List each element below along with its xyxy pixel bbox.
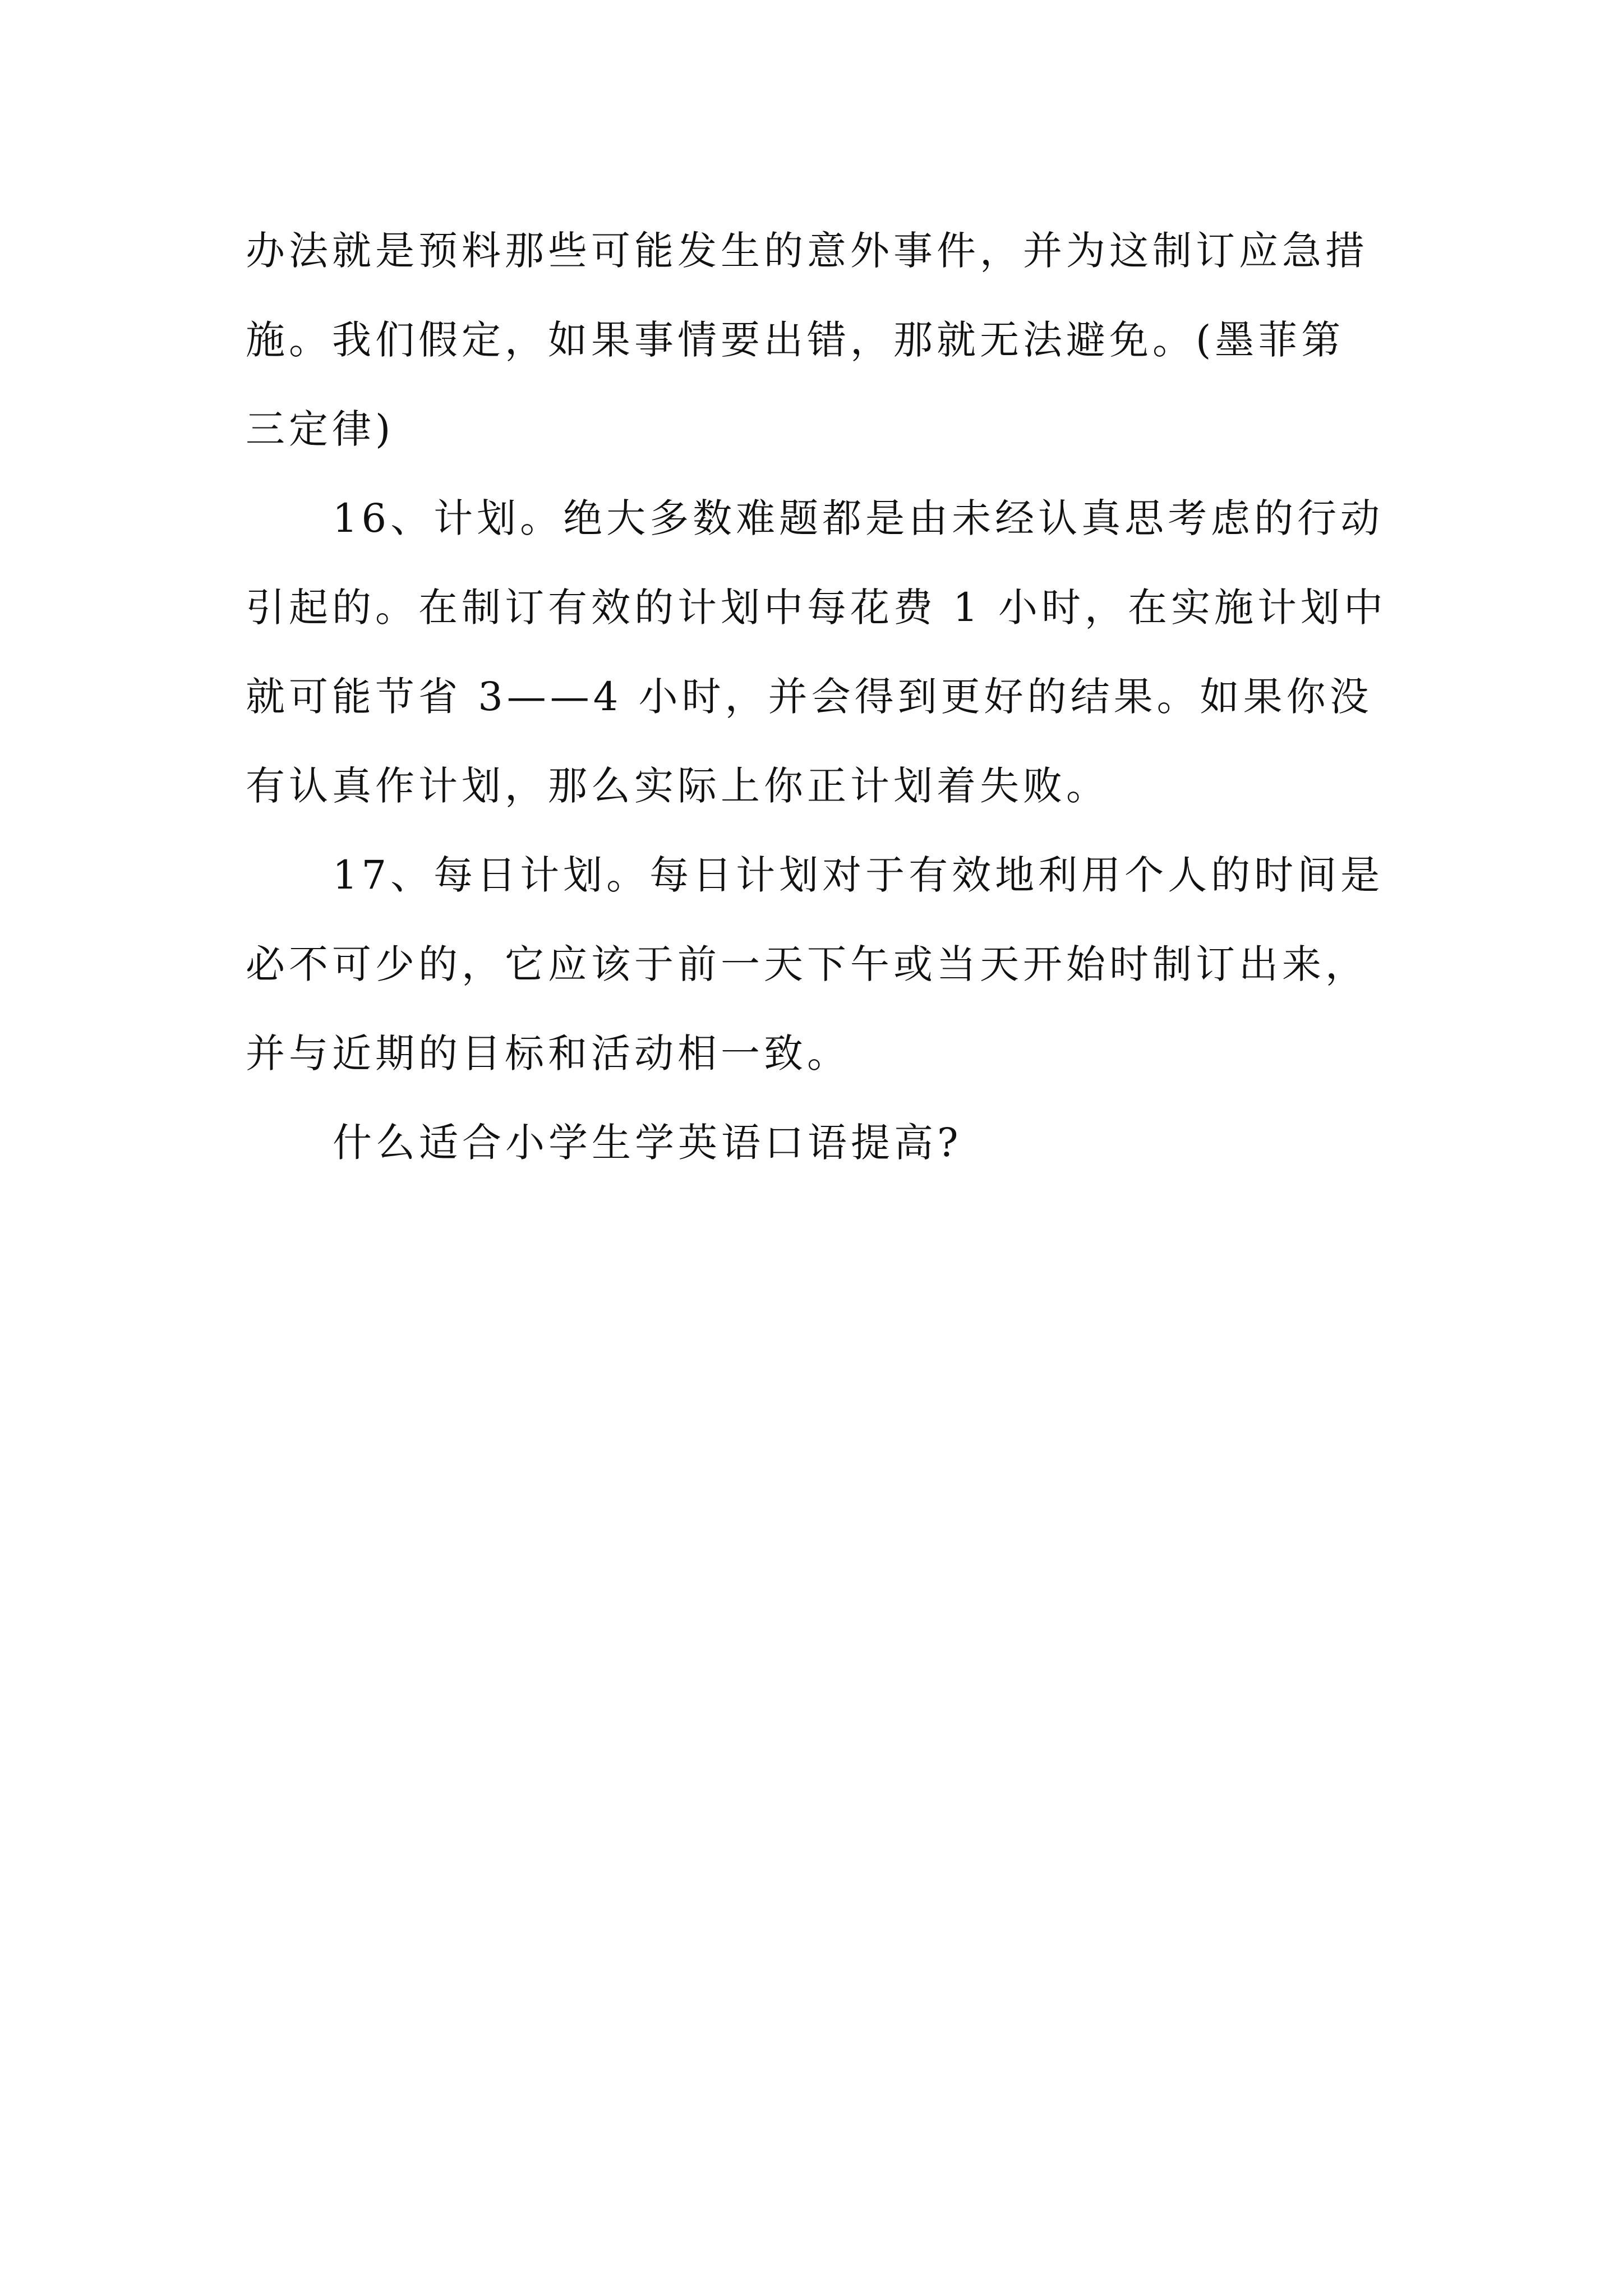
text-line: 必不可少的，它应该于前一天下午或当天开始时制订出来， (246, 941, 1368, 987)
text-line: 引起的。在制订有效的计划中每花费 1 小时，在实施计划中 (246, 585, 1387, 631)
paragraph-item-16 (246, 474, 1395, 831)
text-line: 有认真作计划，那么实际上你正计划着失败。 (246, 763, 1109, 809)
paragraph-question (246, 1098, 1395, 1188)
text-line: 16、计划。绝大多数难题都是由未经认真思考虑的行动 (333, 495, 1384, 541)
text-line: 施。我们假定，如果事情要出错，那就无法避免。(墨菲第 (246, 317, 1345, 363)
text-line: 办法就是预料那些可能发生的意外事件，并为这制订应急措 (246, 228, 1368, 274)
text-line: 三定律) (246, 406, 395, 452)
text-line: 17、每日计划。每日计划对于有效地利用个人的时间是 (333, 852, 1384, 898)
paragraph-item-17 (246, 831, 1395, 1098)
document-body (246, 206, 1395, 1188)
text-line: 就可能节省 3——4 小时，并会得到更好的结果。如果你没 (246, 674, 1373, 720)
text-line: 并与近期的目标和活动相一致。 (246, 1030, 850, 1076)
text-line: 什么适合小学生学英语口语提高? (333, 1120, 962, 1166)
paragraph-murphy-law (246, 206, 1395, 474)
